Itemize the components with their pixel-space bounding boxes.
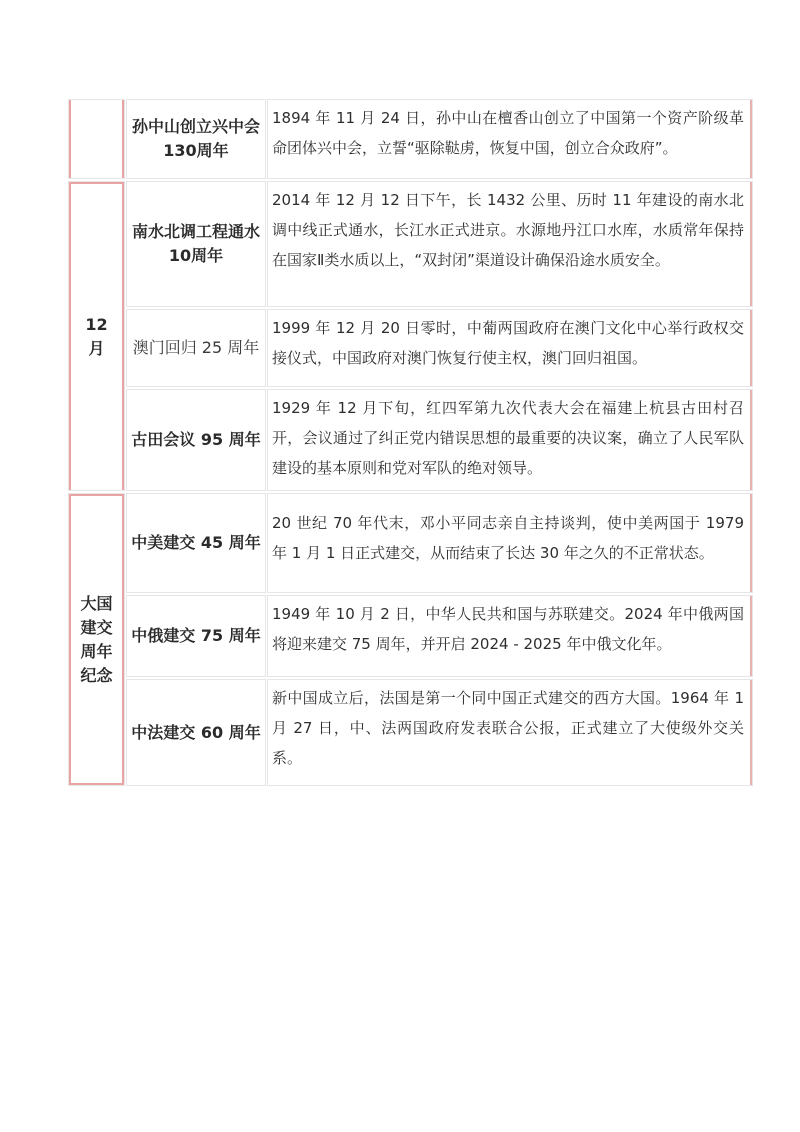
event-cell <box>127 680 265 785</box>
table-edge-line <box>750 390 752 490</box>
table-edge-line <box>750 100 752 178</box>
event-name: 南水北调工程通水 10周年 <box>131 222 260 265</box>
table-edge-line <box>750 680 752 785</box>
category-cell-december <box>69 182 124 490</box>
event-description: 20 世纪 70 年代末，邓小平同志亲自主持谈判，使中美两国于 1979 年 1 月 1 日正式建交，从而结束了长达 30 年之久的不正常状态。 <box>272 514 744 562</box>
event-cell <box>127 494 265 592</box>
category-cell-diplomacy <box>69 494 124 785</box>
event-name: 古田会议 95 周年 <box>131 430 261 449</box>
description-cell <box>268 596 752 676</box>
description-cell <box>268 182 752 306</box>
event-cell <box>127 100 265 178</box>
event-description: 1999 年 12 月 20 日零时，中葡两国政府在澳门文化中心举行政权交接仪式，中国政府对澳门恢复行使主权，澳门回归祖国。 <box>272 319 744 367</box>
event-cell <box>127 182 265 306</box>
description-cell <box>268 100 752 178</box>
event-name: 孙中山创立兴中会 130周年 <box>131 117 260 160</box>
description-cell <box>268 494 752 592</box>
table-edge-line <box>750 494 752 592</box>
event-cell <box>127 390 265 490</box>
event-description: 1894 年 11 月 24 日，孙中山在檀香山创立了中国第一个资产阶级革命团体兴中会，立誓“驱除鞑虏，恢复中国，创立合众政府”。 <box>272 109 744 157</box>
category-cell-continued <box>69 100 124 178</box>
event-description: 新中国成立后，法国是第一个同中国正式建交的西方大国。1964 年 1 月 27 日，中、法两国政府发表联合公报，正式建立了大使级外交关系。 <box>272 689 744 767</box>
event-cell <box>127 310 265 386</box>
category-label: 大国建交周年纪念 <box>80 593 113 685</box>
anniversary-table <box>69 100 752 785</box>
event-description: 1929 年 12 月下旬，红四军第九次代表大会在福建上杭县古田村召开，会议通过了纠正党内错误思想的最重要的决议案，确立了人民军队建设的基本原则和党对军队的绝对领导。 <box>272 399 744 477</box>
table-edge-line <box>750 182 752 306</box>
table-edge-line <box>750 596 752 676</box>
event-name: 中俄建交 75 周年 <box>131 626 261 645</box>
event-description: 1949 年 10 月 2 日，中华人民共和国与苏联建交。2024 年中俄两国将迎来建交 75 周年，并开启 2024 - 2025 年中俄文化年。 <box>272 605 744 653</box>
description-cell <box>268 310 752 386</box>
description-cell <box>268 680 752 785</box>
event-description: 2014 年 12 月 12 日下午，长 1432 公里、历时 11 年建设的南水北调中线正式通水，长江水正式进京。水源地丹江口水库，水质常年保持在国家Ⅱ类水质以上，“双封闭”渠道设计确保沿途水质安全。 <box>272 191 744 269</box>
category-label: 12 月 <box>85 315 108 358</box>
table-edge-line <box>750 310 752 386</box>
event-cell <box>127 596 265 676</box>
description-cell <box>268 390 752 490</box>
event-name: 中法建交 60 周年 <box>131 722 261 742</box>
event-name: 中美建交 45 周年 <box>131 533 261 552</box>
event-name: 澳门回归 25 周年 <box>132 338 260 357</box>
